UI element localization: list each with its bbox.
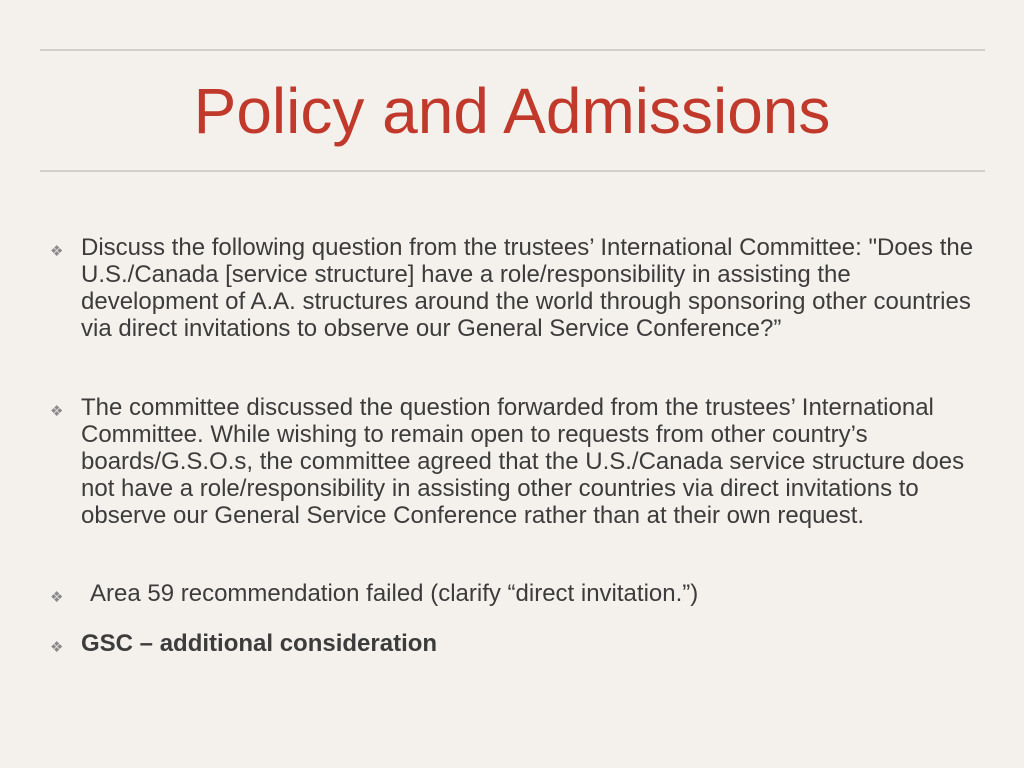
bullet-text: GSC – additional consideration [81,630,438,657]
bullet-text: The committee discussed the question forwarded from the trustees’ International Committee. While wishing to remain open to requests from other country’s boards/G.S.O.s, the committee agreed that the U.S./Canada service structure does not have a role/responsibility in assisting other countries via direct invitations to observe our General Service Conference rather than at their own request. [81,394,965,529]
bullet-marker-icon: ❖ [50,638,64,656]
bullet-marker-icon: ❖ [50,588,64,606]
bullet-text: Area 59 recommendation failed (clarify “direct invitation.”) [90,580,699,607]
slide-title: Policy and Admissions [193,75,831,147]
bullet-text: Discuss the following question from the trustees’ International Committee: "Does the U.S./Canada [service structure] have a role/responsibility in assisting the development of A.A. structures around the world through sponsoring other countries via direct invitations to observe our General Service Conference?” [81,234,974,342]
bullet-marker-icon: ❖ [50,402,64,420]
bullet-marker-icon: ❖ [50,242,64,260]
